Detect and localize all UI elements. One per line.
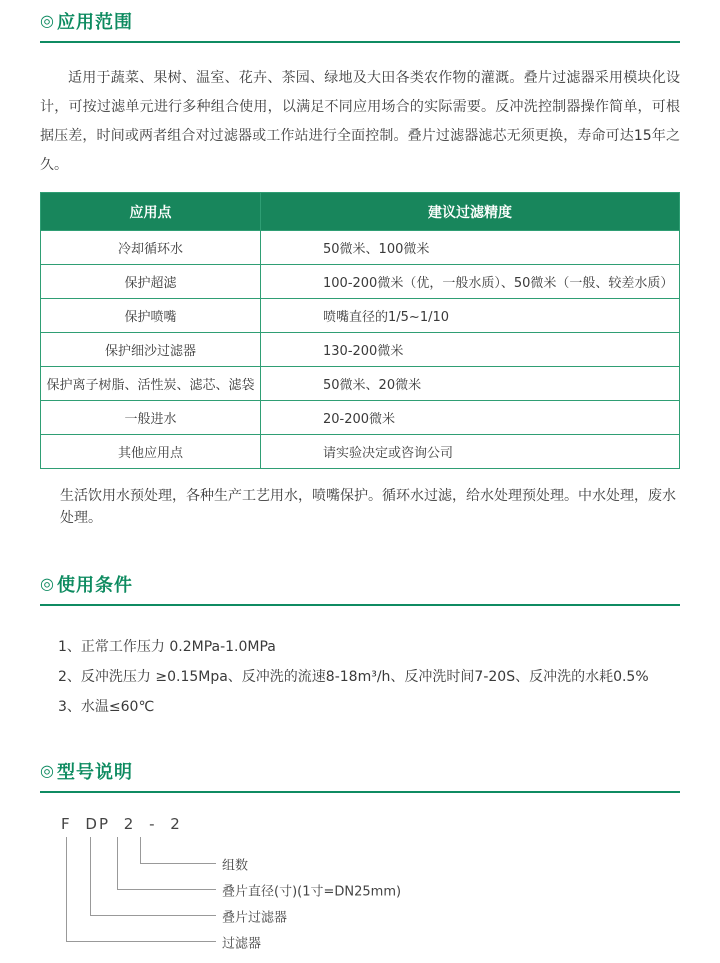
table-row bbox=[41, 367, 680, 401]
diagram-label-groups: 组数 bbox=[222, 858, 249, 874]
section-title-conditions: 使用条件 bbox=[56, 575, 133, 596]
diagram-label-filter: 过滤器 bbox=[222, 936, 262, 952]
application-outro-paragraph: 生活饮用水预处理，各种生产工艺用水，喷嘴保护。循环水过滤，给水处理预处理。中水处理，废水处理。 bbox=[60, 488, 676, 526]
diagram-connector-line bbox=[90, 915, 216, 916]
application-intro-paragraph: 适用于蔬菜、果树、温室、花卉、茶园、绿地及大田各类农作物的灌溉。叠片过滤器采用模块化设计，可按过滤单元进行多种组合使用，以满足不同应用场合的实际需要。反冲洗控制器操作简单，可根据压差，时间或两者组合对过滤器或工作站进行全面控制。叠片过滤器滤芯无须更换，寿命可达15年之久。 bbox=[40, 70, 680, 173]
table-cell-precision: 50微米、100微米 bbox=[261, 231, 680, 265]
table-row bbox=[41, 265, 680, 299]
diagram-label-disc-diameter: 叠片直径(寸)(1寸=DN25mm) bbox=[222, 884, 402, 900]
table-header-filter-precision: 建议过滤精度 bbox=[261, 193, 680, 231]
table-row bbox=[41, 435, 680, 469]
diagram-connector-line bbox=[140, 837, 141, 864]
table-cell-application: 保护细沙过滤器 bbox=[41, 333, 261, 367]
table-cell-precision: 100-200微米（优，一般水质）、50微米（一般、较差水质） bbox=[261, 265, 680, 299]
table-cell-application: 保护离子树脂、活性炭、滤芯、滤袋 bbox=[41, 367, 261, 401]
table-cell-precision: 50微米、20微米 bbox=[261, 367, 680, 401]
conditions-list bbox=[40, 632, 680, 722]
section-title-application: 应用范围 bbox=[56, 12, 133, 33]
table-cell-precision: 20-200微米 bbox=[261, 401, 680, 435]
table-cell-application: 保护超滤 bbox=[41, 265, 261, 299]
table-row bbox=[41, 401, 680, 435]
table-cell-application: 其他应用点 bbox=[41, 435, 261, 469]
table-cell-precision: 130-200微米 bbox=[261, 333, 680, 367]
condition-item: 2、反冲洗压力 ≥0.15Mpa、反冲洗的流速8-18m³/h、反冲洗时间7-20S、反冲洗的水耗0.5% bbox=[58, 669, 649, 685]
diagram-connector-line bbox=[66, 941, 216, 942]
table-header-row bbox=[41, 193, 680, 231]
table-row bbox=[41, 231, 680, 265]
section-bullet-icon: ◎ bbox=[40, 11, 54, 30]
table-cell-application: 保护喷嘴 bbox=[41, 299, 261, 333]
table-row bbox=[41, 299, 680, 333]
application-table bbox=[40, 192, 680, 469]
diagram-connector-line bbox=[90, 837, 91, 916]
model-code-text: F DP 2 - 2 bbox=[61, 815, 182, 833]
section-bullet-icon: ◎ bbox=[40, 761, 54, 780]
model-code-diagram bbox=[40, 813, 680, 963]
section-header-conditions bbox=[40, 571, 680, 606]
section-header-application bbox=[40, 8, 680, 43]
diagram-connector-line bbox=[117, 837, 118, 890]
diagram-connector-line bbox=[66, 837, 67, 942]
table-cell-precision: 请实验决定或咨询公司 bbox=[261, 435, 680, 469]
table-row bbox=[41, 333, 680, 367]
section-title-model: 型号说明 bbox=[56, 762, 133, 783]
condition-item: 1、正常工作压力 0.2MPa-1.0MPa bbox=[58, 639, 276, 655]
section-bullet-icon: ◎ bbox=[40, 574, 54, 593]
section-header-model bbox=[40, 758, 680, 793]
table-cell-application: 一般进水 bbox=[41, 401, 261, 435]
condition-item: 3、水温≤60℃ bbox=[58, 699, 155, 715]
diagram-connector-line bbox=[117, 889, 216, 890]
table-cell-application: 冷却循环水 bbox=[41, 231, 261, 265]
table-cell-precision: 喷嘴直径的1/5~1/10 bbox=[261, 299, 680, 333]
diagram-connector-line bbox=[140, 863, 216, 864]
diagram-label-disc-filter: 叠片过滤器 bbox=[222, 910, 288, 926]
table-header-application-point: 应用点 bbox=[41, 193, 261, 231]
